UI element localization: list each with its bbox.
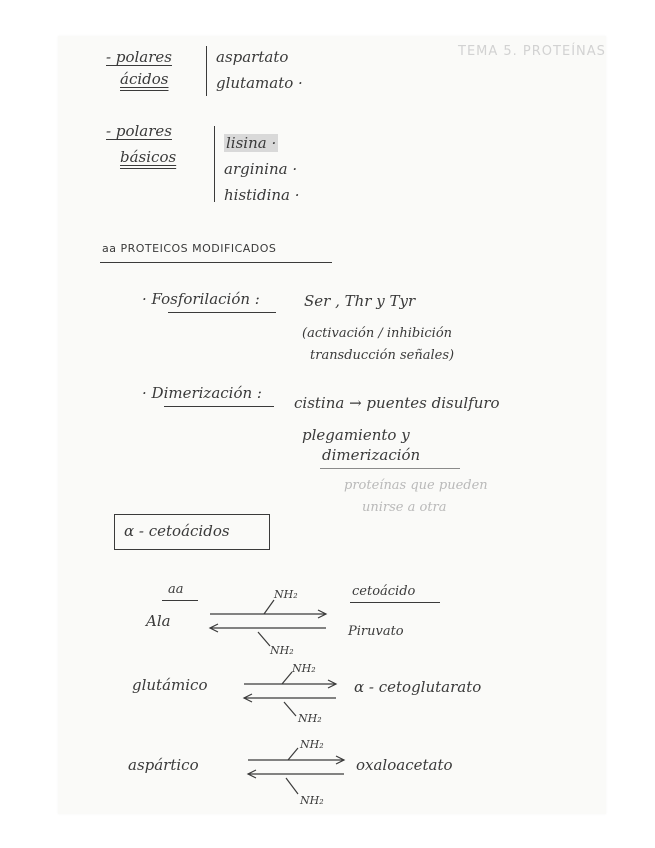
nh2-bottom: NH₂ (270, 644, 294, 657)
basic-item-1: lisina · (226, 134, 277, 152)
nh2-tick (282, 672, 292, 684)
nh2-bottom: NH₂ (298, 712, 322, 725)
basic-item-2: arginina · (224, 160, 298, 178)
modified-heading: aa PROTEICOS MODIFICADOS (102, 242, 277, 255)
nh2-top: NH₂ (274, 588, 298, 601)
dimer-label: · Dimerización : (142, 384, 262, 402)
nh2-tick (286, 778, 298, 794)
basic-item-3: histidina · (224, 186, 300, 204)
reaction-arrows (58, 36, 606, 814)
notebook-page (58, 36, 606, 814)
nh2-tick (284, 702, 296, 716)
reaction-product: oxaloacetato (356, 756, 453, 774)
reaction-aa: aspártico (128, 756, 199, 774)
dimer-faint-1: proteínas que pueden (344, 478, 488, 493)
dimer-note-2: dimerización (322, 446, 421, 464)
col-left-header: aa (168, 582, 184, 597)
nh2-tick (288, 748, 298, 760)
reaction-aa: glutámico (132, 676, 208, 694)
phospho-note-2: transducción señales) (310, 348, 455, 363)
polar-acidic-label-2: ácidos (120, 70, 169, 88)
acidic-item-1: aspartato (216, 48, 289, 66)
nh2-tick (264, 600, 274, 614)
nh2-top: NH₂ (300, 738, 324, 751)
dimer-note-1: plegamiento y (302, 426, 410, 444)
polar-basic-label-1: - polares (106, 122, 172, 140)
nh2-tick (258, 632, 270, 646)
acidic-item-2: glutamato · (216, 74, 303, 92)
reaction-product: α - cetoglutarato (354, 678, 482, 696)
reaction-aa: Ala (146, 612, 171, 630)
phospho-value: Ser , Thr y Tyr (304, 292, 416, 310)
polar-basic-label-2: básicos (120, 148, 177, 166)
nh2-bottom: NH₂ (300, 794, 324, 807)
ketoacids-title: α - cetoácidos (124, 522, 230, 540)
phospho-note-1: (activación / inhibición (302, 326, 453, 341)
polar-acidic-label-1: - polares (106, 48, 172, 66)
dimer-value: cistina → puentes disulfuro (294, 394, 500, 412)
reaction-product: Piruvato (348, 624, 404, 639)
dimer-faint-2: unirse a otra (362, 500, 447, 515)
phospho-label: · Fosforilación : (142, 290, 260, 308)
bleed-through-text: TEMA 5. PROTEÍNAS (458, 44, 606, 59)
nh2-top: NH₂ (292, 662, 316, 675)
col-right-header: cetoácido (352, 584, 416, 599)
